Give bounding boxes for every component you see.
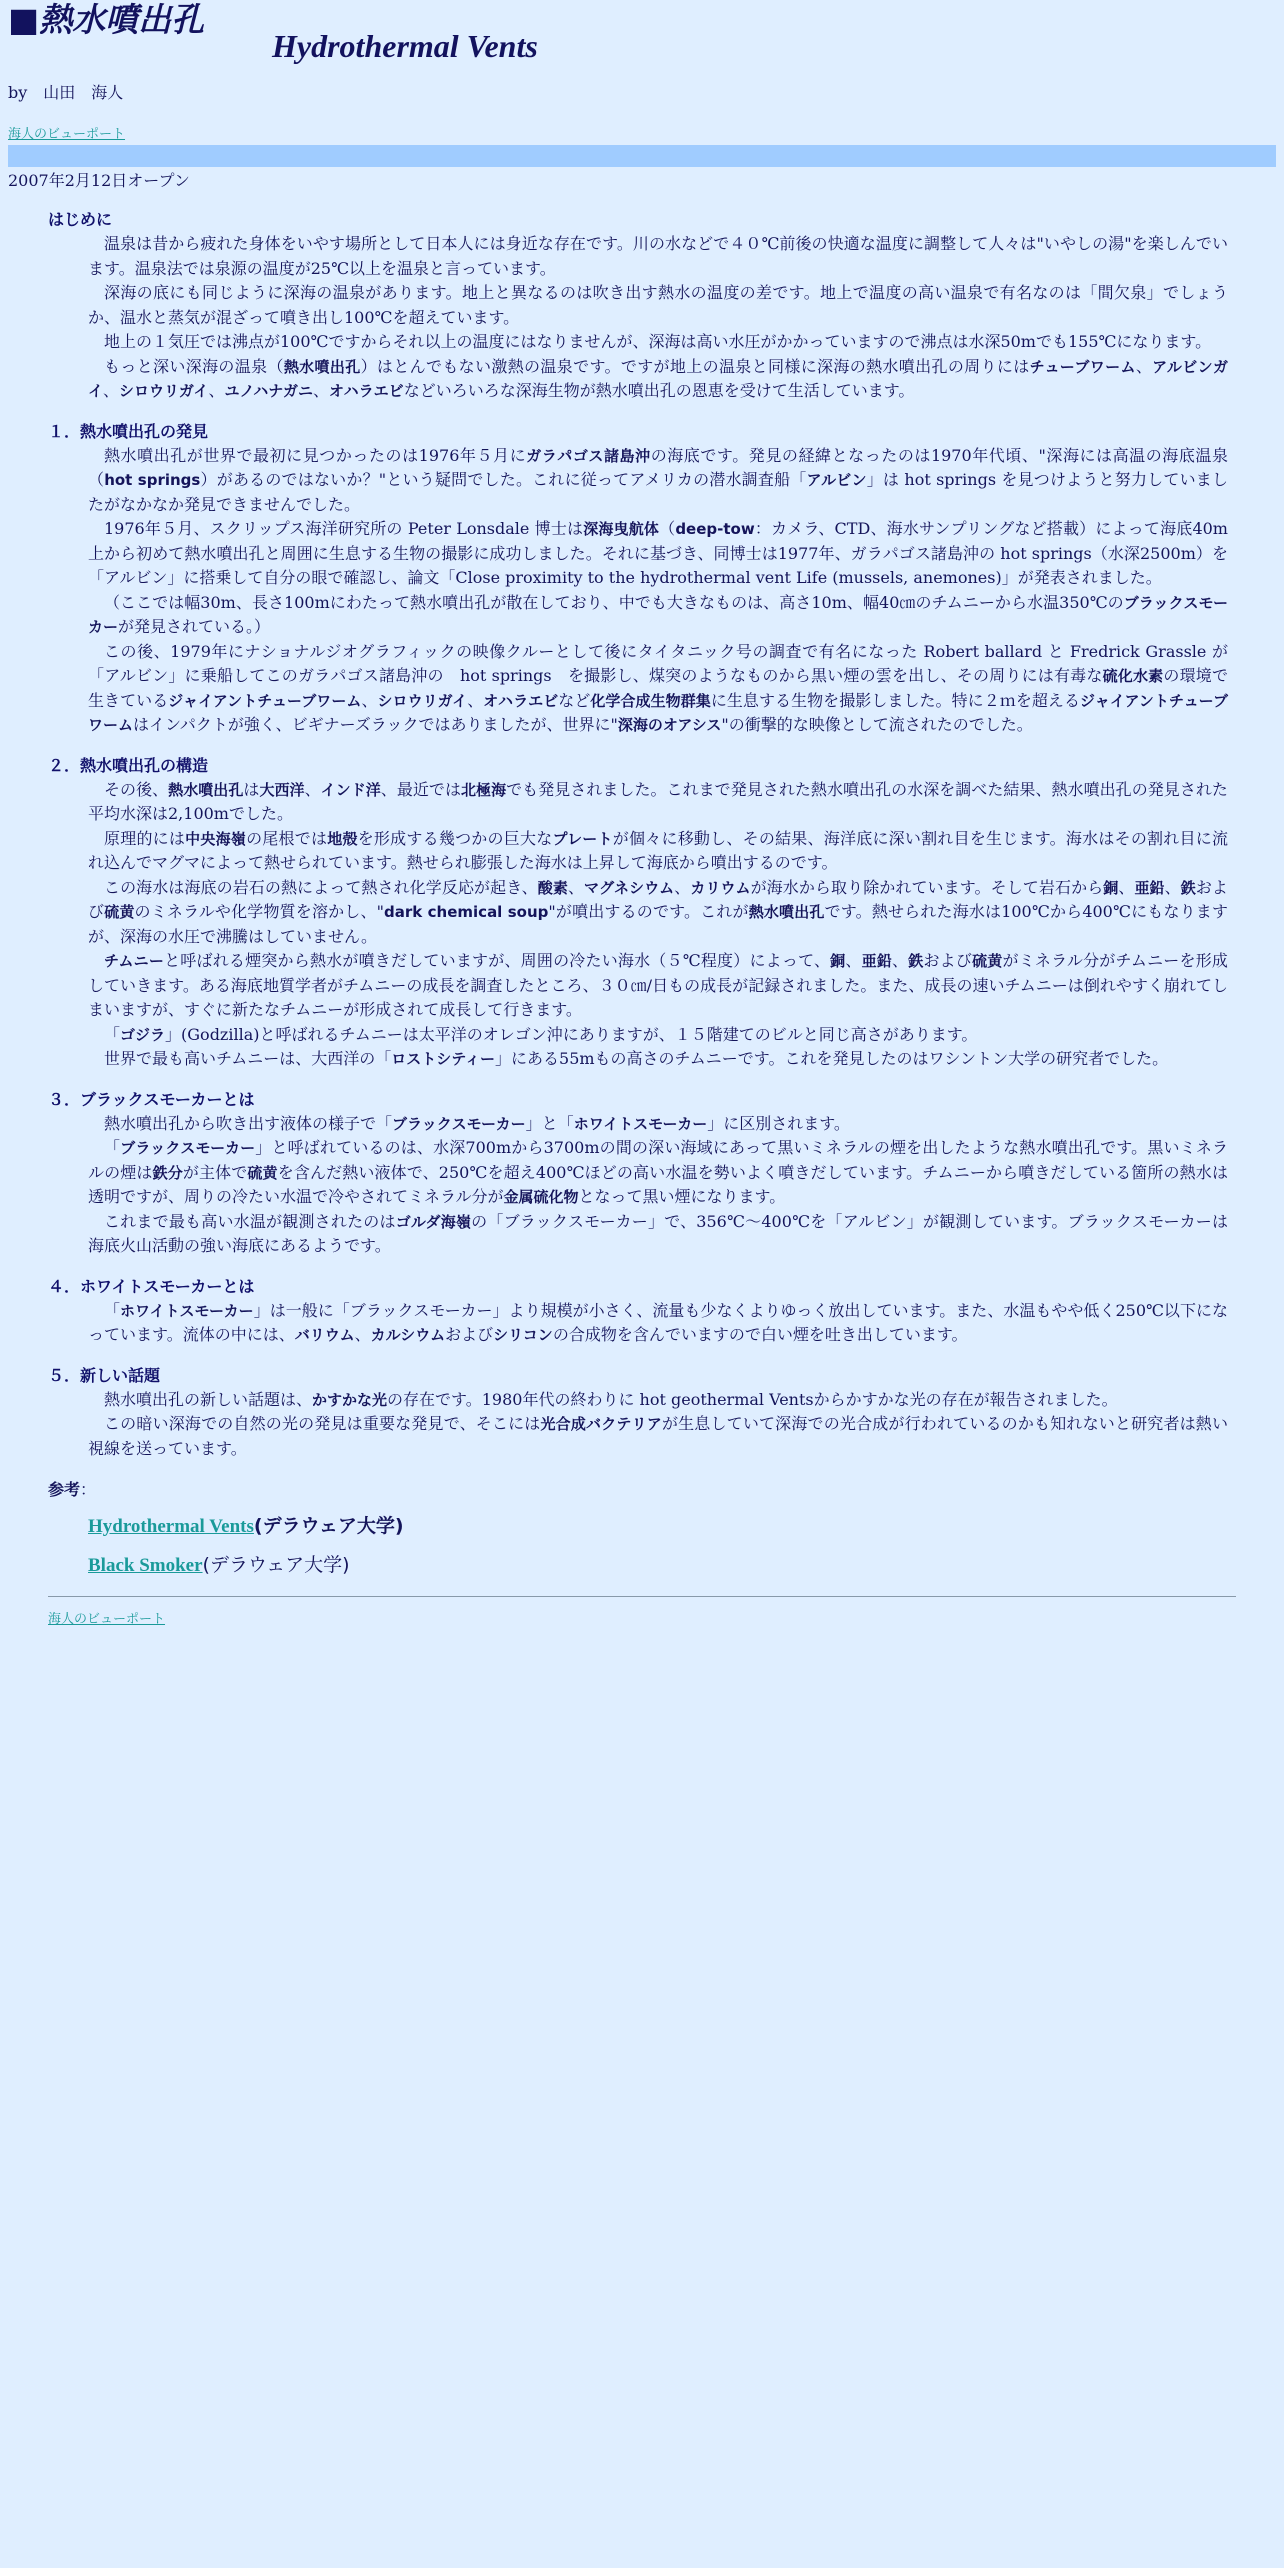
emphasized-term: ブラックスモーカー — [120, 1139, 256, 1157]
paragraph-text: これまで最も高い水温が観測されたのは — [104, 1211, 396, 1231]
emphasized-term: dark chemical soup — [384, 903, 549, 921]
emphasized-term: 熱水噴出孔 — [168, 780, 244, 799]
emphasized-term: 深海曳航体 — [583, 520, 660, 538]
paragraph-text: 世界で最も高いチムニーは、大西洋の「 — [104, 1049, 392, 1068]
emphasized-term: ゴジラ — [120, 1025, 166, 1044]
paragraph-text: 」に区別されます。 — [707, 1113, 850, 1133]
section-paragraph — [88, 1388, 1228, 1413]
paragraph-text: の海底です。発見の経緯となったのは1970年代頃、"深海には高温の海底温泉（ — [88, 445, 1228, 489]
emphasized-term: ホワイトスモーカー — [120, 1301, 254, 1320]
section-paragraph — [88, 1047, 1228, 1072]
emphasized-term: オハラエビ — [328, 382, 404, 400]
paragraph-text: 地上の１気圧では沸点が100℃ですからそれ以上の温度にはなりませんが、深海は高い水圧がかかっていますので沸点は水深50mでも155℃になります。 — [104, 332, 1212, 351]
section-paragraph — [88, 827, 1228, 876]
paragraph-text: 、最近では — [380, 779, 461, 799]
reference-link-hydrothermal-vents[interactable]: Hydrothermal Vents — [88, 1516, 254, 1537]
paragraph-text: 」は一般に「ブラックスモーカー」より規模が小さく、流量も少なくよりゆっく放出しています。また、水温もやや低く250℃以下になっています。流体の中には、 — [88, 1300, 1228, 1344]
emphasized-term: ジャイアントチューブワーム — [88, 691, 1228, 734]
paragraph-text: 「 — [104, 1138, 121, 1157]
paragraph-text: "が噴出するのです。これが — [548, 902, 749, 921]
emphasized-term: 深海のオアシス — [617, 716, 722, 734]
paragraph-text: などいろいろな深海生物が熱水噴出孔の恩恵を受けて生活しています。 — [403, 381, 915, 400]
paragraph-text: が海水から取り除かれています。そして岩石から — [750, 877, 1104, 897]
section-paragraph — [88, 517, 1228, 591]
emphasized-term: 亜鉛 — [1134, 878, 1165, 897]
paragraph-text: （ここでは幅30m、長さ100mにわたって熱水噴出孔が散在しており、中でも大きなものは、高さ10m、幅40㎝のチムニーから水温350℃の — [104, 592, 1124, 612]
paragraph-text: 、 — [892, 951, 909, 970]
paragraph-text: 」は hot springs を見つけようと努力していましたがなかなか発見できませんでした。 — [88, 470, 1228, 514]
page-header — [0, 0, 1284, 72]
paragraph-text: 、 — [208, 381, 225, 400]
paragraph-text: この海水は海底の岩石の熱によって熱され化学反応が起き、 — [104, 877, 538, 897]
paragraph-text: 、 — [354, 1325, 371, 1344]
article-section — [48, 754, 1228, 1072]
section-paragraph — [88, 330, 1228, 355]
paragraph-text: が生息していて深海での光合成が行われているのかも知れないと研究者は熱い視線を送っています。 — [88, 1414, 1228, 1458]
footer-divider — [48, 1596, 1236, 1597]
emphasized-term: オハラエビ — [483, 691, 559, 710]
section-paragraph — [88, 591, 1228, 640]
header-divider-bar — [8, 145, 1276, 167]
emphasized-term: インド洋 — [320, 780, 381, 799]
paragraph-text: および — [923, 951, 973, 970]
paragraph-text: の存在です。1980年代の終わりに hot geothermal Ventsからかすかな光の存在が報告されました。 — [387, 1389, 1118, 1409]
emphasized-term: 硫黄 — [104, 903, 135, 921]
emphasized-term: deep-tow — [675, 520, 755, 538]
author-byline: by 山田 海人 — [8, 83, 124, 102]
section-paragraph — [88, 1299, 1228, 1348]
paragraph-text: 熱水噴出孔から吹き出す液体の様子で「 — [104, 1113, 393, 1133]
article-section — [48, 420, 1228, 738]
paragraph-text: の環境で生きている — [88, 666, 1228, 710]
emphasized-term: カリウム — [690, 878, 751, 897]
article-section — [48, 1364, 1228, 1462]
paragraph-text: 深海の底にも同じように深海の温泉があります。地上と異なるのは吹き出す熱水の温度の差です。地上で温度の高い温泉で有名なのは「間欠泉」でしょうか、温水と蒸気が混ざって噴き出し100℃を超えています。 — [88, 283, 1228, 327]
emphasized-term: ジャイアントチューブワーム — [168, 691, 362, 710]
paragraph-text: その後、 — [104, 779, 169, 799]
paragraph-text: ）があるのではないか？"という疑問でした。これに従ってアメリカの潜水調査船「 — [200, 470, 807, 489]
article-section — [48, 1088, 1228, 1259]
emphasized-term: 硫化水素 — [1102, 667, 1164, 685]
paragraph-text: が発見されている。） — [118, 617, 271, 636]
paragraph-text: ）はとんでもない激熱の温泉です。ですが地上の温泉と同様に深海の熱水噴出孔の周りには — [360, 356, 1030, 376]
reference-source: (デラウェア大学) — [202, 1554, 350, 1576]
reference-item — [88, 1512, 1228, 1541]
reference-source: (デラウェア大学) — [253, 1515, 404, 1537]
emphasized-term: 硫黄 — [972, 952, 1003, 970]
paragraph-text: 」にある55mもの高さのチムニーです。これを発見したのはワシントン大学の研究者でした。 — [495, 1049, 1169, 1068]
paragraph-text: と呼ばれる煙突から熱水が噴きだしていますが、周囲の冷たい海水（５℃程度）によって、 — [164, 951, 831, 970]
paragraph-text: でも発見されました。これまで発見された熱水噴出孔の水深を調べた結果、熱水噴出孔の発見された平均水深は2,100mでした。 — [88, 779, 1228, 823]
emphasized-term: ブラックスモーカー — [392, 1114, 526, 1133]
paragraph-text: 、 — [361, 690, 378, 710]
emphasized-term: 中央海嶺 — [185, 829, 247, 848]
paragraph-text: 、 — [1118, 877, 1135, 897]
paragraph-text: 、 — [1164, 877, 1181, 897]
paragraph-text: 、 — [304, 779, 321, 799]
emphasized-term: 銅 — [1103, 878, 1119, 897]
paragraph-text: となって黒い煙になります。 — [578, 1187, 786, 1206]
emphasized-term: 鉄 — [908, 952, 924, 970]
emphasized-term: ロストシティー — [391, 1050, 496, 1068]
paragraph-text: を含んだ熱い液体で、250℃を超え400℃ほどの高い水温を勢いよく噴きだしています。チムニーから噴きだしている箇所の熱水は透明ですが、周りの冷たい水温で冷やされてミネラル分が — [88, 1162, 1228, 1206]
emphasized-term: 北極海 — [461, 780, 507, 799]
emphasized-term: ガラパゴス諸島沖 — [526, 446, 651, 465]
section-paragraph — [88, 1210, 1228, 1259]
emphasized-term: 鉄 — [1180, 878, 1196, 897]
emphasized-term: カルシウム — [370, 1326, 446, 1344]
page-title-english: Hydrothermal Vents — [272, 28, 538, 64]
emphasized-term: 地殻 — [327, 829, 358, 848]
section-title: はじめに — [48, 210, 113, 229]
paragraph-text: （ — [659, 519, 676, 538]
paragraph-text: 、 — [674, 877, 691, 897]
emphasized-term: 熱水噴出孔 — [283, 357, 361, 376]
section-title: ５．新しい話題 — [48, 1365, 161, 1385]
emphasized-term: マグネシウム — [584, 878, 675, 897]
paragraph-text: この暗い深海での自然の光の発見は重要な発見で、そこには — [104, 1414, 541, 1433]
references-colon: ： — [80, 1480, 97, 1499]
viewport-home-link-bottom[interactable]: 海人のビューポート — [48, 1612, 166, 1627]
emphasized-term: バリウム — [294, 1326, 355, 1344]
paragraph-text: が個々に移動し、その結果、海洋底に深い割れ目を生じます。海水はその割れ目に流れ込んでマグマによって熱せられています。熱せられ膨張した海水は上昇して海底から噴出するのです。 — [88, 828, 1228, 872]
paragraph-text: 、 — [467, 690, 484, 710]
emphasized-term: プレート — [552, 829, 613, 848]
paragraph-text: 原理的には — [104, 828, 186, 848]
emphasized-term: シリコン — [493, 1326, 553, 1344]
section-title: ３．ブラックスモーカーとは — [48, 1089, 255, 1109]
paragraph-text: 」と呼ばれているのは、水深700mから3700mの間の深い海域にあって黒いミネラルの煙を出したような熱水噴出孔です。黒いミネラルの煙は — [88, 1138, 1228, 1182]
section-paragraph — [88, 1023, 1228, 1048]
reference-item — [88, 1551, 1228, 1580]
section-paragraph — [88, 778, 1228, 827]
paragraph-text: です。熱せられた海水は100℃から400℃にもなりますが、深海の水圧で沸騰はしていません。 — [88, 902, 1228, 946]
paragraph-text: 「 — [104, 1300, 121, 1320]
paragraph-text: もっと深い深海の温泉（ — [104, 356, 284, 376]
paragraph-text: 、 — [103, 381, 120, 400]
emphasized-term: 酸素 — [537, 878, 568, 897]
emphasized-term: ホワイトスモーカー — [573, 1114, 708, 1133]
references-section — [48, 1477, 1228, 1580]
paragraph-text: が主体で — [182, 1162, 248, 1182]
paragraph-text: を形成する幾つかの巨大な — [357, 828, 553, 848]
section-paragraph — [88, 355, 1228, 404]
section-paragraph — [88, 640, 1228, 738]
paragraph-text: ：カメラ、CTD、海水サンプリングなど搭載）によって海底40m上から初めて熱水噴出孔と周囲に生息する生物の撮影に成功しました。それに基づき、同博士は1977年、ガラパゴス諸島沖の hot springs（水深2500m）を「アルビン」に搭乗して自分の眼で確認し、論文「Close proximity to the hydrothermal vent Life (mussels, anemones)」が発表されました。 — [88, 519, 1228, 587]
article-section — [48, 208, 1228, 404]
paragraph-text: の合成物を含んでいますので白い煙を吐き出しています。 — [552, 1325, 968, 1344]
references-title: 参考 — [48, 1480, 81, 1499]
paragraph-text: 「 — [104, 1024, 121, 1044]
paragraph-text: 熱水噴出孔の新しい話題は、 — [104, 1389, 313, 1409]
paragraph-text: 熱水噴出孔が世界で最初に見つかったのは1976年５月に — [104, 445, 527, 465]
paragraph-text: および — [445, 1325, 494, 1344]
section-paragraph — [88, 1412, 1228, 1461]
emphasized-term: ゴルダ海嶺 — [395, 1212, 472, 1231]
paragraph-text: 、 — [845, 951, 862, 970]
emphasized-term: hot springs — [104, 471, 201, 489]
emphasized-term: チムニー — [104, 952, 165, 970]
section-paragraph — [88, 949, 1228, 1023]
paragraph-text: 、 — [1135, 356, 1153, 376]
emphasized-term: 金属硫化物 — [503, 1188, 579, 1206]
section-paragraph — [88, 876, 1228, 950]
paragraph-text: はインパクトが強く、ビギナーズラックではありましたが、世界に" — [133, 715, 618, 734]
emphasized-term: ブラックスモーカー — [88, 593, 1228, 636]
emphasized-term: 化学合成生物群集 — [590, 691, 711, 710]
paragraph-text: 1976年５月、スクリップス海洋研究所の Peter Lonsdale 博士は — [104, 519, 584, 538]
emphasized-term: 熱水噴出孔 — [748, 903, 825, 921]
emphasized-term: チューブワーム — [1029, 357, 1136, 376]
article-sections — [48, 208, 1228, 1461]
paragraph-text: 」と「 — [525, 1113, 574, 1133]
emphasized-term: ユノハナガニ — [224, 382, 313, 400]
section-title: ４．ホワイトスモーカーとは — [48, 1276, 255, 1296]
emphasized-term: かすかな光 — [312, 1390, 388, 1409]
paragraph-text: など — [558, 690, 591, 710]
emphasized-term: 光合成バクテリア — [540, 1415, 662, 1433]
paragraph-text: および — [88, 877, 1228, 921]
paragraph-text: 温泉は昔から疲れた身体をいやす場所として日本人には身近な存在です。川の水などで４０℃前後の快適な温度に調整して人々は"いやしの湯"を楽しんでいます。温泉法では泉源の温度が25℃以上を温泉と言っています。 — [88, 234, 1228, 278]
paragraph-text: は — [243, 779, 260, 799]
section-title: ２．熱水噴出孔の構造 — [48, 755, 209, 775]
emphasized-term: アルビンガイ — [88, 357, 1228, 400]
paragraph-text: 、 — [312, 381, 329, 400]
paragraph-text: の「ブラックスモーカー」で、356℃～400℃を「アルビン」が観測しています。ブラックスモーカーは海底火山活動の強い海底にあるようです。 — [88, 1211, 1228, 1255]
paragraph-text: の尾根では — [246, 828, 328, 848]
paragraph-text: のミネラルや化学物質を溶かし、" — [134, 902, 385, 921]
section-paragraph — [88, 444, 1228, 518]
viewport-home-link-top[interactable]: 海人のビューポート — [8, 127, 126, 142]
section-paragraph — [88, 232, 1228, 281]
emphasized-term: 鉄分 — [152, 1163, 183, 1182]
open-date: 2007年2月12日オープン — [8, 171, 190, 190]
paragraph-text: に生息する生物を撮影しました。特に２ｍを超える — [710, 690, 1081, 710]
emphasized-term: 大西洋 — [259, 780, 305, 799]
emphasized-term: アルビン — [806, 471, 867, 489]
emphasized-term: 亜鉛 — [861, 952, 893, 970]
paragraph-text: 」(Godzilla)と呼ばれるチムニーは太平洋のオレゴン沖にありますが、１５階建てのビルと同じ高さがあります。 — [165, 1024, 978, 1044]
section-title: １．熱水噴出孔の発見 — [48, 421, 209, 441]
article-section — [48, 1275, 1228, 1348]
reference-link-black-smoker[interactable]: Black Smoker — [88, 1555, 203, 1576]
page-title-japanese: ■熱水噴出孔 — [8, 0, 205, 39]
section-paragraph — [88, 281, 1228, 330]
emphasized-term: シロウリガイ — [119, 382, 209, 400]
paragraph-text: がミネラル分がチムニーを形成していきます。ある海底地質学者がチムニーの成長を調査したところ、３０㎝/日もの成長が記録されました。また、成長の速いチムニーは倒れやすく崩れてしまいますが、すぐに新たなチムニーが形成されて成長して行きます。 — [88, 951, 1228, 1019]
article-body — [48, 208, 1228, 1632]
paragraph-text: "の衝撃的な映像として流されたのでした。 — [721, 715, 1033, 734]
section-paragraph — [88, 1112, 1228, 1137]
paragraph-text: この後、1979年にナショナルジオグラフィックの映像クルーとして後にタイタニック号の調査で有名になった Robert ballard と Fredrick Grassle が「アルビン」に乗船してこのガラパゴス諸島沖の hot springs を撮影し、煤突のようなものから黒い煙の雲を出し、その周りには有毒な — [88, 641, 1228, 685]
section-paragraph — [88, 1136, 1228, 1210]
emphasized-term: 銅 — [830, 952, 846, 970]
paragraph-text: 、 — [567, 877, 585, 897]
emphasized-term: 硫黄 — [247, 1163, 278, 1182]
emphasized-term: シロウリガイ — [377, 691, 468, 710]
